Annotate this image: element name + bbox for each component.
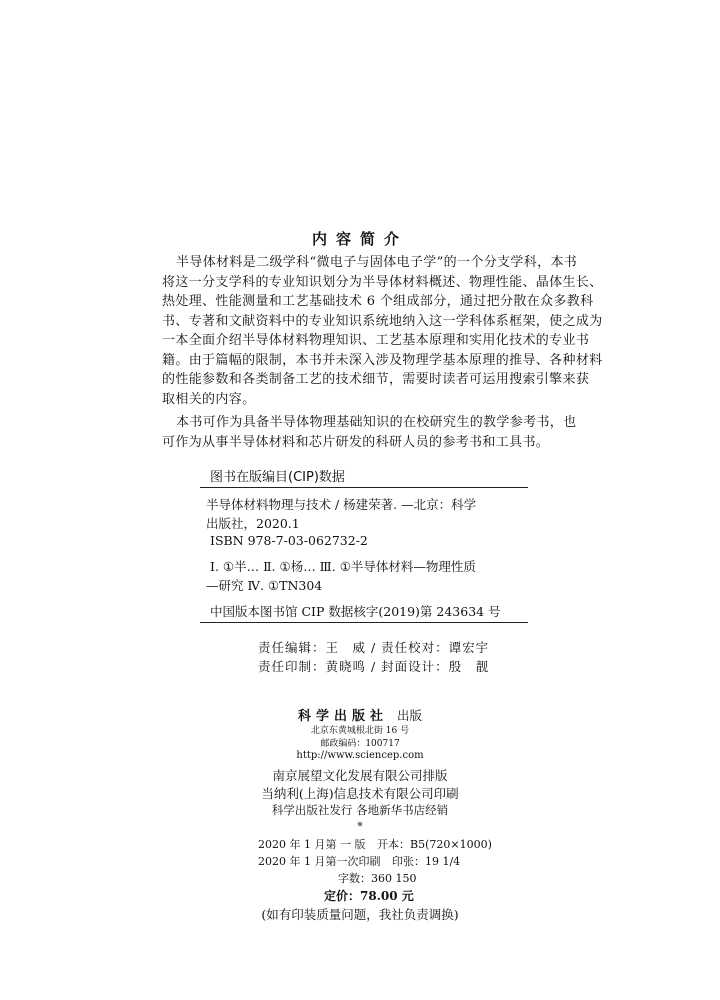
edition-date: 2020 年 1 月第 一 版 — [258, 838, 366, 851]
cip-line: 半导体材料物理与技术 / 杨建荣著. —北京：科学 — [206, 497, 477, 512]
publisher-postcode: 邮政编码：100717 — [320, 739, 400, 749]
summary-line: 热处理、性能测量和工艺基础技术 6 个组成部分，通过把分散在众多教科 — [162, 294, 594, 309]
publisher-line — [0, 705, 720, 724]
cip-line: 出版社，2020.1 — [206, 516, 300, 531]
print-date: 2020 年 1 月第一次印刷 — [258, 855, 381, 868]
publisher-name: 科学出版社 — [297, 709, 388, 724]
cip-line: Ⅰ. ①半… Ⅱ. ①杨… Ⅲ. ①半导体材料—物理性质 — [210, 559, 476, 574]
price: 定价：78.00 元 — [324, 889, 414, 903]
publisher-suffix: 出版 — [397, 708, 423, 723]
cip-line: 中国版本图书馆 CIP 数据核字(2019)第 243634 号 — [210, 604, 501, 619]
summary-line: 半导体材料是二级学科“微电子与固体电子学”的一个分支学科，本书 — [176, 255, 578, 270]
summary-line: 书、专著和文献资料中的专业知识系统地纳入这一学科体系框架，使之成为 — [162, 313, 603, 329]
cip-title: 图书在版编目(CIP)数据 — [210, 470, 345, 485]
edition-line — [258, 836, 492, 852]
print-sheets: 印张：19 1/4 — [391, 855, 461, 868]
typesetter: 南京展望文化发展有限公司排版 — [272, 768, 448, 783]
quality-notice: (如有印装质量问题，我社负责调换) — [261, 907, 459, 922]
separator-star: * — [357, 820, 363, 833]
summary-line: 可作为从事半导体材料和芯片研发的科研人员的参考书和工具书。 — [162, 434, 550, 450]
word-count: 字数：360 150 — [338, 872, 417, 885]
cip-top-rule — [200, 487, 528, 488]
printing-line — [258, 853, 460, 869]
summary-line: 的性能参数和各类制备工艺的技术细节，需要时读者可运用搜索引擎来获 — [162, 372, 590, 387]
summary-line: 取相关的内容。 — [162, 391, 256, 407]
distribution: 科学出版社发行 各地新华书店经销 — [271, 803, 449, 817]
summary-line: 一本全面介绍半导体材料物理知识、工艺基本原理和实用化技术的专业书 — [162, 333, 590, 348]
editor-credits: 责任编辑：王 威 / 责任校对：谭宏宇 — [258, 640, 490, 655]
summary-line: 籍。由于篇幅的限制，本书并未深入涉及物理学基本原理的推导、各种材料 — [162, 352, 603, 368]
summary-line: 本书可作为具备半导体物理基础知识的在校研究生的教学参考书，也 — [176, 415, 577, 430]
print-credits: 责任印制：黄晓鸣 / 封面设计：殷 靓 — [258, 659, 490, 674]
book-format: 开本：B5(720×1000) — [376, 838, 492, 851]
summary-line: 将这一分支学科的专业知识划分为半导体材料概述、物理性能、晶体生长、 — [162, 274, 603, 290]
summary-title: 内容简介 — [311, 230, 408, 248]
printer: 当纳利(上海)信息技术有限公司印刷 — [261, 786, 459, 801]
publisher-website: http://www.sciencep.com — [296, 750, 424, 761]
publisher-address: 北京东黄城根北街 16 号 — [310, 726, 410, 736]
cip-bottom-rule — [200, 622, 528, 623]
cip-line: —研究 Ⅳ. ①TN304 — [206, 578, 323, 593]
cip-isbn: ISBN 978-7-03-062732-2 — [210, 533, 368, 548]
